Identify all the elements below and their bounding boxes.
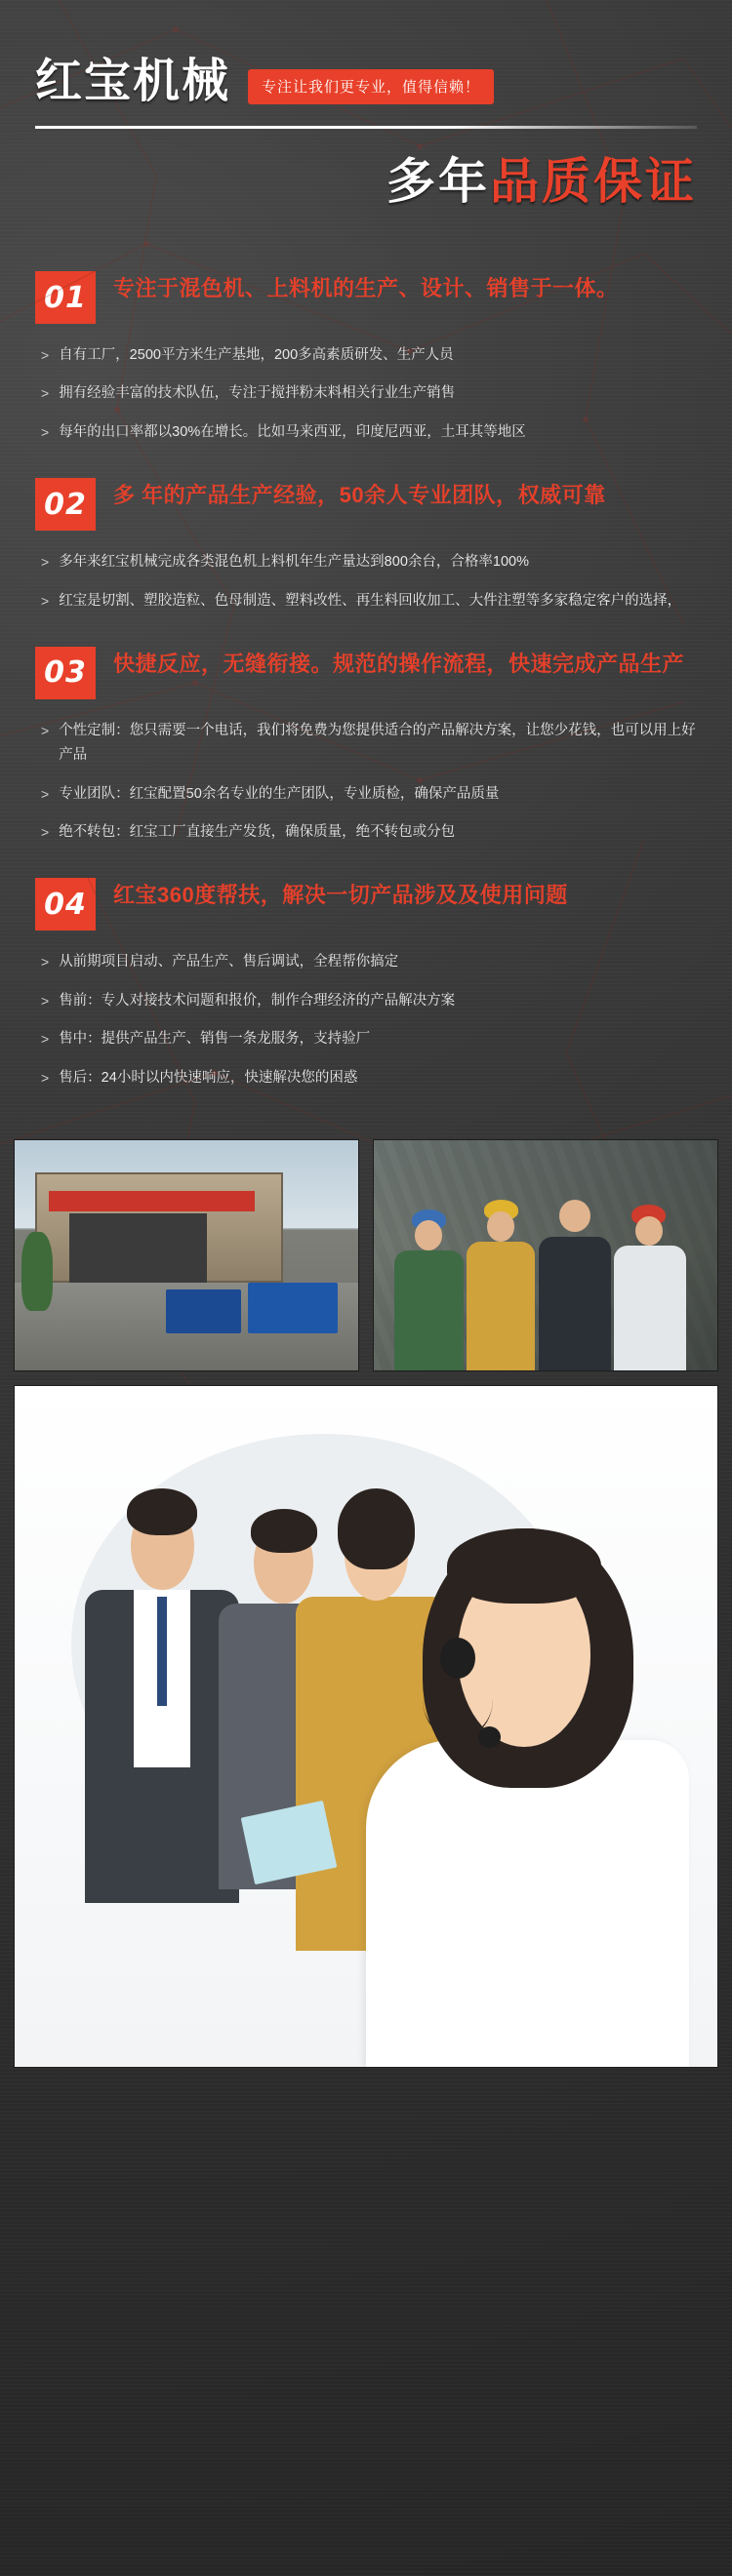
worker-body-3: [539, 1237, 611, 1370]
section-03-title: 快捷反应，无缝衔接。规范的操作流程，快速完成产品生产: [113, 651, 685, 676]
list-item: [41, 550, 697, 575]
section-04-title: 红宝360度帮扶，解决一切产品涉及及使用问题: [113, 883, 568, 908]
service-photo: [14, 1385, 718, 2068]
chevron-right-icon: >: [41, 385, 50, 402]
list-item: [41, 950, 697, 974]
bullet-text: 专业团队：红宝配置50余名专业的生产团队，专业质检，确保产品质量: [59, 785, 500, 802]
service-agent-fringe: [447, 1528, 601, 1604]
bullet-text: 售后：24小时以内快速响应，快速解决您的困惑: [59, 1069, 358, 1086]
factory-door: [69, 1213, 207, 1283]
photo-row-bottom: [0, 1371, 732, 2068]
sections-list: [0, 238, 732, 1133]
chevron-right-icon: >: [41, 992, 50, 1009]
service-person-man-hair: [127, 1488, 197, 1536]
factory-banner: [49, 1191, 255, 1211]
section-03-bullets: [41, 719, 697, 846]
list-item: [41, 1027, 697, 1051]
service-person-second-hair: [251, 1509, 317, 1553]
section-01-bullets: [41, 343, 697, 445]
poster-header: [0, 0, 732, 238]
section-02-head: [35, 478, 697, 531]
service-agent-body: [366, 1740, 689, 2067]
header-divider: [35, 126, 697, 129]
service-person-woman-hair: [338, 1488, 415, 1570]
bullet-text: 从前期项目启动、产品生产、售后调试，全程帮你搞定: [59, 954, 399, 971]
header-subtitle-highlight: 品质保证: [490, 153, 697, 210]
worker-body-2: [467, 1242, 535, 1370]
worker-body-4: [614, 1246, 686, 1369]
bullet-text: 红宝是切割、塑胶造粒、色母制造、塑料改性、再生料回收加工、大件注塑等多家稳定客户的选择，: [59, 592, 682, 609]
chevron-right-icon: >: [41, 554, 50, 571]
worker-body-1: [394, 1250, 463, 1370]
section-02: [35, 478, 697, 614]
chevron-right-icon: >: [41, 1031, 50, 1048]
list-item: [41, 1066, 697, 1090]
header-subtitle: [35, 142, 697, 213]
brand-name: 红宝机械: [35, 54, 231, 108]
section-02-title: 多 年的产品生产经验，50余人专业团队，权威可靠: [113, 483, 606, 508]
section-03: [35, 647, 697, 846]
chevron-right-icon: >: [41, 592, 50, 609]
section-02-bullets: [41, 550, 697, 614]
list-item: [41, 343, 697, 368]
factory-truck-secondary: [166, 1289, 241, 1333]
bullet-text: 拥有经验丰富的技术队伍，专注于搅拌粉末料相关行业生产销售: [59, 385, 456, 402]
section-04: [35, 878, 697, 1090]
bullet-text: 自有工厂，2500平方米生产基地，200多高素质研发、生产人员: [59, 347, 454, 363]
list-item: [41, 381, 697, 406]
list-item: [41, 782, 697, 807]
photo-row-top: [0, 1133, 732, 1371]
list-item: [41, 719, 697, 769]
header-slogan-badge: 专注让我们更专业，值得信赖！: [248, 69, 494, 104]
section-01-number: 01: [35, 271, 96, 324]
section-03-number: 03: [35, 647, 96, 699]
chevron-right-icon: >: [41, 347, 50, 363]
section-01-head: [35, 271, 697, 324]
section-02-number: 02: [35, 478, 96, 531]
section-01: [35, 271, 697, 445]
chevron-right-icon: >: [41, 1069, 50, 1086]
section-04-bullets: [41, 950, 697, 1090]
list-item: [41, 420, 697, 445]
bullet-text: 售中：提供产品生产、销售一条龙服务，支持验厂: [59, 1031, 371, 1048]
header-title-row: [35, 43, 697, 110]
chevron-right-icon: >: [41, 423, 50, 440]
chevron-right-icon: >: [41, 722, 50, 738]
header-subtitle-prefix: 多年: [386, 153, 490, 210]
workers-photo: [373, 1139, 718, 1371]
worker-head-3: [559, 1200, 590, 1232]
bullet-text: 个性定制：您只需要一个电话，我们将免费为您提供适合的产品解决方案，让您少花钱，也可以用上好产品: [59, 722, 696, 764]
bullet-text: 每年的出口率都以30%在增长。比如马来西亚，印度尼西亚，土耳其等地区: [59, 423, 526, 440]
list-item: [41, 989, 697, 1013]
section-04-head: [35, 878, 697, 931]
chevron-right-icon: >: [41, 954, 50, 971]
worker-head-2: [487, 1211, 514, 1242]
factory-truck-primary: [248, 1283, 338, 1333]
factory-tree: [21, 1232, 53, 1310]
factory-photo: [14, 1139, 359, 1371]
section-03-head: [35, 647, 697, 699]
bullet-text: 售前：专人对接技术问题和报价，制作合理经济的产品解决方案: [59, 992, 456, 1009]
section-04-number: 04: [35, 878, 96, 931]
list-item: [41, 589, 697, 614]
worker-head-4: [635, 1216, 663, 1247]
bullet-text: 多年来红宝机械完成各类混色机上料机年生产量达到800余台，合格率100%: [59, 554, 529, 571]
chevron-right-icon: >: [41, 824, 50, 840]
bullet-text: 绝不转包：红宝工厂直接生产发货，确保质量，绝不转包或分包: [59, 824, 456, 840]
section-01-title: 专注于混色机、上料机的生产、设计、销售于一体。: [113, 276, 619, 300]
list-item: [41, 820, 697, 845]
service-person-man-tie: [157, 1597, 167, 1706]
chevron-right-icon: >: [41, 785, 50, 802]
